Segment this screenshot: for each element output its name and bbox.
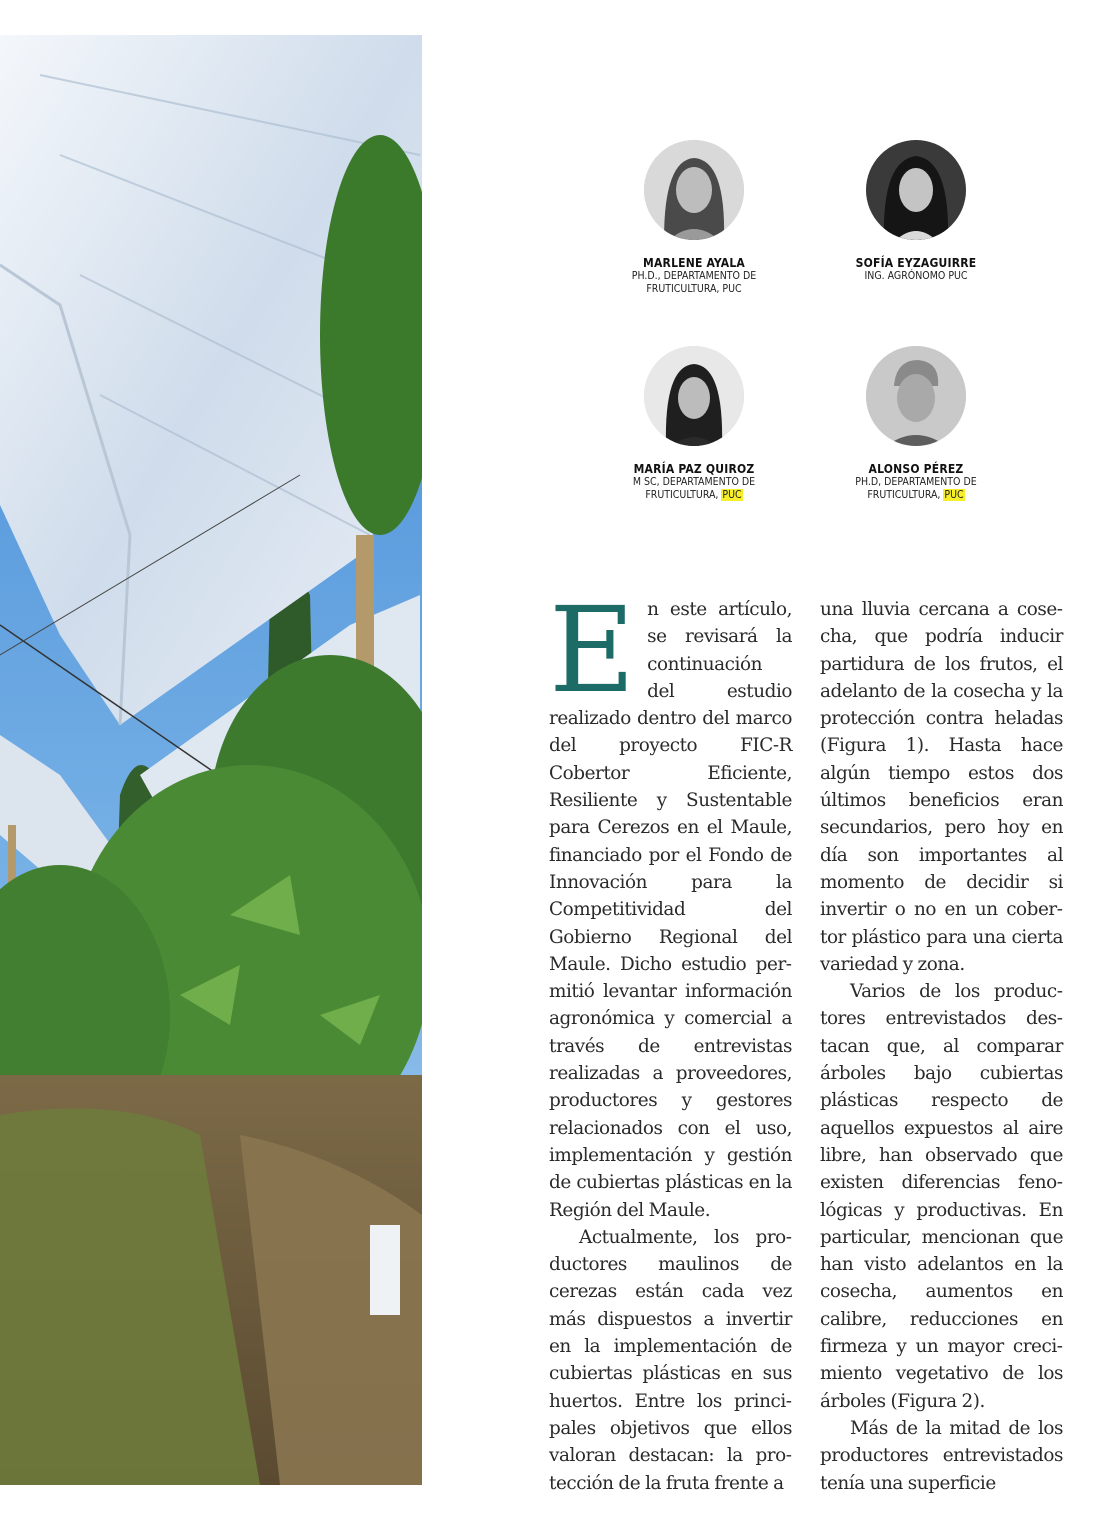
orchard-photo [0, 35, 422, 1485]
author-name: SOFÍA EYZAGUIRRE [855, 256, 977, 270]
article-column-2 [820, 596, 1063, 1497]
author-org: PUC [722, 283, 742, 295]
article-column-1 [549, 581, 792, 1497]
author-org: PUC [722, 489, 742, 501]
avatar [644, 346, 744, 446]
article-paragraph: Más de la mitad de los productores entrevistados tenía una superficie [820, 1417, 1063, 1494]
drop-cap: E [549, 581, 636, 719]
author-maria-paz-quiroz [594, 346, 794, 502]
author-marlene-ayala [594, 140, 794, 296]
article-paragraph: Varios de los productores entrevistados destacan que, al comparar árboles bajo cubiertas plásticas respecto de aquellos expuestos al aire libre, han observado que existen diferencias fenológicas y productivas. En particular, mencionan que han visto adelantos en la cosecha, aumentos en calibre, reducciones en firmeza y un mayor crecimiento vegetativo de los árboles (Figura 2). [820, 981, 1063, 1412]
author-role: PH.D, DEPARTAMENTO DE FRUTICULTURA, PUC [855, 476, 977, 501]
author-org: PUC [944, 489, 964, 501]
author-alonso-perez [816, 346, 1016, 502]
author-role: M SC, DEPARTAMENTO DE FRUTICULTURA, PUC [632, 476, 756, 501]
author-sofia-eyzaguirre [816, 140, 1016, 283]
author-role: ING. AGRÓNOMO PUC [864, 270, 968, 282]
author-role: PH.D., DEPARTAMENTO DE FRUTICULTURA, PUC [631, 270, 757, 295]
article-paragraph: En este artículo, se revisará la continuación del estudio realizado dentro del marco del proyecto FIC-R Cobertor Eficiente, Resiliente y Sustentable para Cerezos en el Maule, financiado por el Fondo de Innovación para la Competitividad del Gobierno Regional del Maule. Dicho estudio permitió levantar información agronómica y comercial a través de entrevistas realizadas a proveedores, productores y gestores relacionados con el uso, implementación y gestión de cubiertas plásticas en la Región del Maule. [549, 581, 792, 1221]
article-paragraph: una lluvia cercana a cosecha, que podría inducir partidura de los frutos, el adelanto de la cosecha y la protección contra heladas (Figura 1). Hasta hace algún tiempo estos dos últimos beneficios eran secundarios, pero hoy en día son importantes al momento de decidir si invertir o no en un cobertor plástico para una cierta variedad y zona. [820, 599, 1063, 975]
author-name: MARÍA PAZ QUIROZ [633, 462, 755, 476]
avatar [866, 346, 966, 446]
article-paragraph: Actualmente, los productores maulinos de cerezas están cada vez más dispuestos a invertir en la implementación de cubiertas plásticas en sus huertos. Entre los principales objetivos que ellos valoran destacan: la protección de la fruta frente a [549, 1226, 792, 1494]
avatar [866, 140, 966, 240]
author-name: ALONSO PÉREZ [868, 462, 964, 476]
avatar [644, 140, 744, 240]
author-name: MARLENE AYALA [643, 256, 745, 270]
